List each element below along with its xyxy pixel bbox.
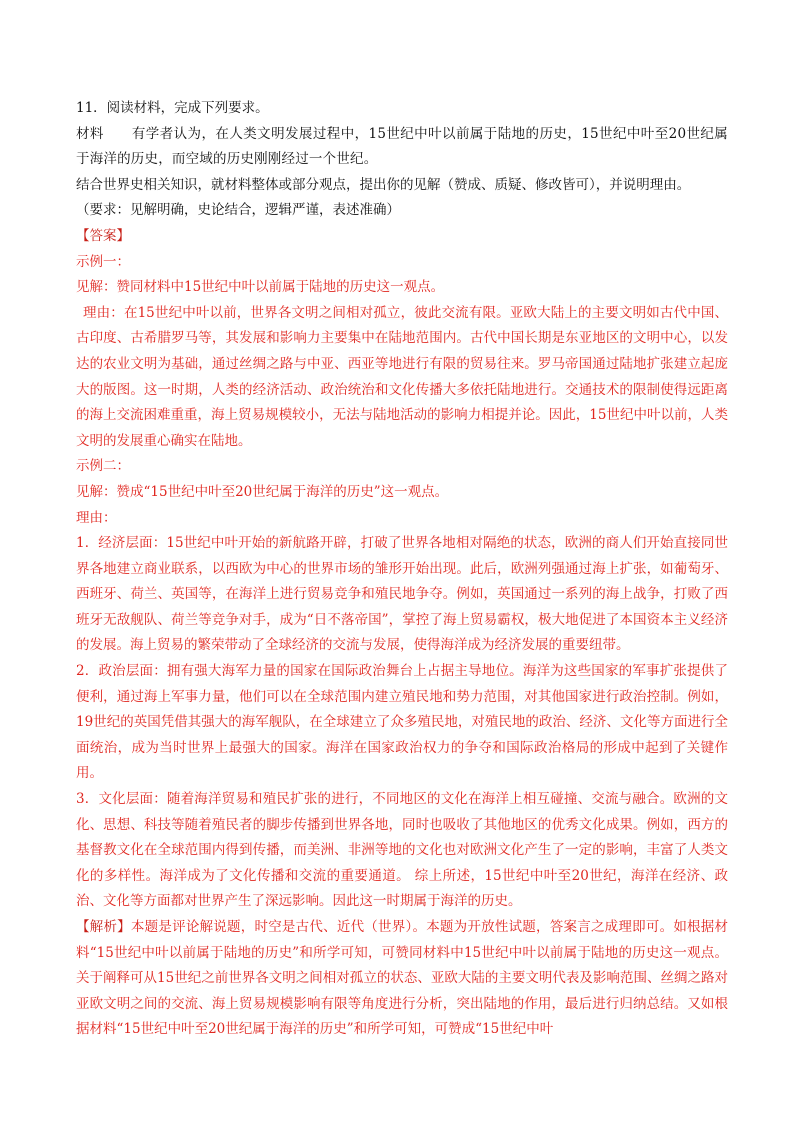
example2-title: 示例二： — [76, 458, 130, 475]
example2-reason-label: 理由： — [76, 509, 117, 526]
analysis-text: 本题是评论解说题，时空是古代、近代（世界）。本题为开放性试题，答案言之成理即可。如根据材料“15世纪中叶以前属于陆地的历史”和所学可知，可赞同材料中15世纪中叶以前属于陆地的历史这一观点。关于阐释可从15世纪之前世界各文明之间相对孤立的状态、亚欧大陆的主要文明代表及影响范围、丝绸之路对亚欧文明之间的交流、海上贸易规模影响有限等角度进行分析，突出陆地的作用，最后进行归纳总结。又如根据材料“15世纪中叶至20世纪属于海洋的历史”和所学可知，可赞成“15世纪中叶 — [76, 919, 729, 1038]
document-page — [76, 96, 728, 1043]
example1-reason: 理由：在15世纪中叶以前，世界各文明之间相对孤立，彼此交流有限。亚欧大陆上的主要文明如古代中国、古印度、古希腊罗马等，其发展和影响力主要集中在陆地范围内。古代中国长期是东亚地区的文明中心，以发达的农业文明为基础，通过丝绸之路与中亚、西亚等地进行有限的贸易往来。罗马帝国通过陆地扩张建立起庞大的版图。这一时期，人类的经济活动、政治统治和文化传播大多依托陆地进行。交通技术的限制使得远距离的海上交流困难重重，海上贸易规模较小，无法与陆地活动的影响力相提并论。因此，15世纪中叶以前，人类文明的发展重心确实在陆地。 — [76, 304, 728, 449]
question-task: 结合世界史相关知识，就材料整体或部分观点，提出你的见解（赞成、质疑、修改皆可），并说明理由。 — [76, 176, 691, 193]
question-stem: 11．阅读材料，完成下列要求。 — [76, 100, 269, 116]
example1-title: 示例一： — [76, 253, 130, 270]
question-requirements: （要求：见解明确，史论结合，逻辑严谨，表述准确） — [76, 202, 400, 219]
material-block — [76, 122, 728, 173]
example2-view: 见解：赞成“15世纪中叶至20世纪属于海洋的历史”这一观点。 — [76, 483, 449, 500]
analysis-label: 【解析】 — [76, 919, 131, 935]
answer-label: 【答案】 — [76, 227, 130, 244]
example2-point-culture: 3．文化层面：随着海洋贸易和殖民扩张的进行，不同地区的文化在海洋上相互碰撞、交流与融合。欧洲的文化、思想、科技等随着殖民者的脚步传播到世界各地，同时也吸收了其他地区的优秀文化成果。例如，西方的基督教文化在全球范围内得到传播，而美洲、非洲等地的文化也对欧洲文化产生了一定的影响，丰富了人类文化的多样性。海洋成为了文化传播和交流的重要通道。 综上所述，15世纪中叶至20世纪，海洋在经济、政治、文化等方面都对世界产生了深远影响。因此这一时期属于海洋的历史。 — [76, 791, 728, 910]
analysis-block — [76, 915, 728, 1043]
material-label: 材料 — [76, 125, 104, 142]
material-text: 有学者认为，在人类文明发展过程中，15世纪中叶以前属于陆地的历史，15世纪中叶至20世纪属于海洋的历史，而空域的历史刚刚经过一个世纪。 — [76, 125, 728, 168]
example2-point-economy: 1．经济层面：15世纪中叶开始的新航路开辟，打破了世界各地相对隔绝的状态，欧洲的商人们开始直接同世界各地建立商业联系，以西欧为中心的世界市场的雏形开始出现。此后，欧洲列强通过海上扩张，如葡萄牙、西班牙、荷兰、英国等，在海洋上进行贸易竞争和殖民地争夺。例如，英国通过一系列的海上战争，打败了西班牙无敌舰队、荷兰等竞争对手，成为“日不落帝国”，掌控了海上贸易霸权，极大地促进了本国资本主义经济的发展。海上贸易的繁荣带动了全球经济的交流与发展，使得海洋成为经济发展的重要纽带。 — [76, 535, 728, 654]
example2-point-politics: 2．政治层面：拥有强大海军力量的国家在国际政治舞台上占据主导地位。海洋为这些国家的军事扩张提供了便利，通过海上军事力量，他们可以在全球范围内建立殖民地和势力范围，对其他国家进行政治控制。例如，19世纪的英国凭借其强大的海军舰队，在全球建立了众多殖民地，对殖民地的政治、经济、文化等方面进行全面统治，成为当时世界上最强大的国家。海洋在国家政治权力的争夺和国际政治格局的形成中起到了关键作用。 — [76, 663, 728, 782]
example1-view: 见解：赞同材料中15世纪中叶以前属于陆地的历史这一观点。 — [76, 279, 445, 296]
